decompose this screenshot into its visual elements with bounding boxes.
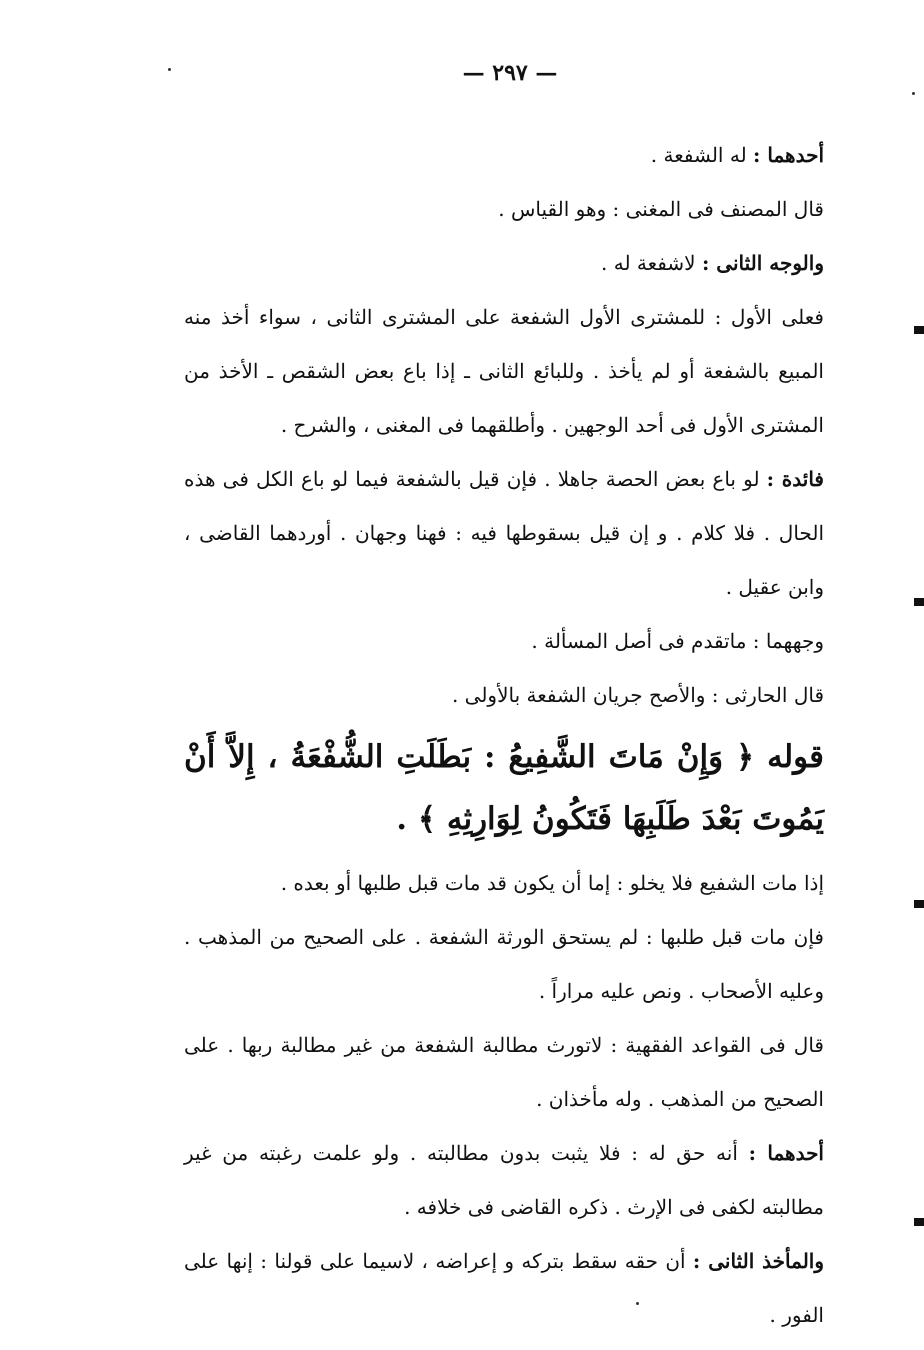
margin-mark — [914, 598, 924, 606]
paragraph-text: أنه حق له : فلا يثبت بدون مطالبته . ولو علمت رغبته من غير مطالبته لكفى فى الإرث . ذكره القاضى فى خلافه . — [184, 1141, 824, 1219]
paragraph-harithi — [184, 668, 824, 722]
paragraph-wajhuhuma — [184, 614, 824, 668]
paragraph-text: لو باع بعض الحصة جاهلا . فإن قيل بالشفعة فيما لو باع الكل فى هذه الحال . فلا كلام . و إن قيل بسقوطها فيه : فهنا وجهان . أوردهما القاضى ، وابن عقيل . — [184, 467, 824, 599]
paragraph-lead: فائدة : — [766, 467, 824, 491]
paragraph-text: وجههما : ماتقدم فى أصل المسألة . — [531, 629, 824, 653]
paragraph-death-of-shafi — [184, 856, 824, 910]
paper-speck — [636, 1302, 639, 1305]
paragraph-qawaid — [184, 1018, 824, 1126]
paragraph-lead: والمأخذ الثانى : — [692, 1249, 825, 1273]
paragraph-text: قال المصنف فى المغنى : وهو القياس . — [498, 197, 824, 221]
paragraph-second-view — [184, 236, 824, 290]
margin-mark — [914, 326, 924, 334]
paragraph-death-before-demand — [184, 910, 824, 1018]
quote-lead: قوله — [767, 739, 824, 775]
matn-quote — [184, 726, 824, 850]
paragraph-faida — [184, 452, 824, 614]
paragraph-text: قال فى القواعد الفقهية : لاتورث مطالبة الشفعة من غير مطالبة ربها . على الصحيح من المذهب . وله مأخذان . — [184, 1033, 824, 1111]
paragraph-lead: أحدهما : — [748, 1141, 824, 1165]
paper-speck — [168, 68, 171, 71]
quote-text: ﴿ وَإِنْ مَاتَ الشَّفِيعُ : بَطَلَتِ الشُّفْعَةُ ، إِلاَّ أَنْ يَمُوتَ بَعْدَ طَلَبِهَا فَتَكُونُ لِوَارِثِهِ ﴾ . — [184, 739, 824, 837]
paragraph-first-buyer — [184, 290, 824, 452]
margin-mark — [914, 900, 924, 908]
paragraph-text: إذا مات الشفيع فلا يخلو : إما أن يكون قد مات قبل طلبها أو بعده . — [280, 871, 824, 895]
paragraph-text: له الشفعة . — [650, 143, 754, 167]
paragraph-text: فعلى الأول : للمشترى الأول الشفعة على المشترى الثانى ، سواء أخذ منه المبيع بالشفعة أو لم يأخذ . وللبائع الثانى ـ إذا باع بعض الشقص ـ الأخذ من المشترى الأول فى أحد الوجهين . وأطلقهما فى المغنى ، والشرح . — [184, 305, 824, 437]
body-text — [184, 128, 824, 1342]
paragraph-lead: والوجه الثانى : — [701, 251, 824, 275]
paragraph-text: قال الحارثى : والأصح جريان الشفعة بالأولى . — [451, 683, 824, 707]
page-number: — ٢٩٧ — — [462, 60, 558, 86]
paragraph-text: لاشفعة له . — [601, 251, 702, 275]
margin-mark — [914, 1218, 924, 1226]
paragraph-second-source — [184, 1234, 824, 1342]
paragraph-text: أن حقه سقط بتركه و إعراضه ، لاسيما على قولنا : إنها على الفور . — [184, 1249, 824, 1327]
paper-speck — [912, 92, 915, 95]
paragraph-first-view — [184, 128, 824, 182]
paragraph-mughni-qiyas — [184, 182, 824, 236]
paragraph-text: فإن مات قبل طلبها : لم يستحق الورثة الشفعة . على الصحيح من المذهب . وعليه الأصحاب . ونص عليه مراراً . — [184, 925, 824, 1003]
paragraph-first-source — [184, 1126, 824, 1234]
paragraph-lead: أحدهما : — [753, 143, 824, 167]
